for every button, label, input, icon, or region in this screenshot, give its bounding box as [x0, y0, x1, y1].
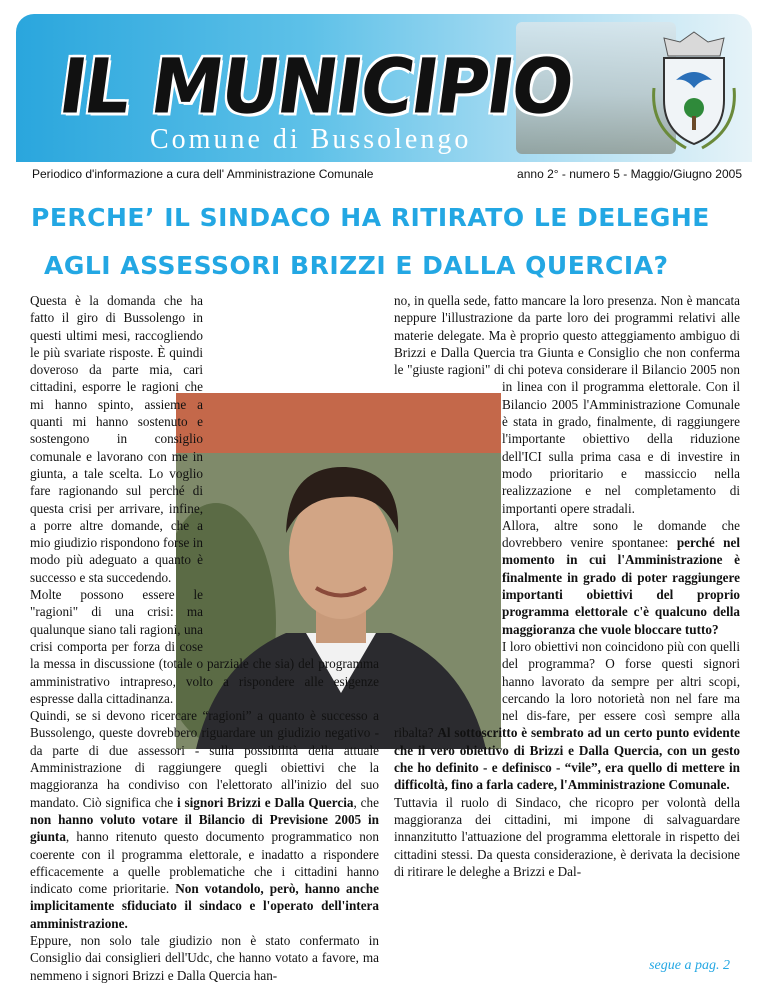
article-paragraph: Questa è la domanda che ha fatto il giro di Bussolengo in questi ultimi mesi, raccogliendo le più svariate risposte. È quindi doveroso da parte mia, cari cittadini, esporre le ragioni che mi hanno spinto, assieme a quanti mi hanno sostenuto e sostengono in consiglio comunale e lavorano con me in giunta, a tale scelta. Lo voglio fare ragionando sul perché di questa crisi per arrivare, infine, a porre altre domande, che a mio giudizio rispondono forse in modo più adeguato a quanto è successo e sta succedendo. — [30, 293, 203, 585]
article-paragraph: Quindi, se si devono ricercare “ragioni” a quanto è successo a Bussolengo, queste dovrebbero riguardare un giudizio negativo - da parte di due assessori - sulla possibilità della attuale Amministrazione di raggiungere quegli obiettivi che la maggioranza ha condiviso con l'elettorato all'inizio del suo mandato. Ciò significa che i signori Brizzi e Dalla Quercia, che non hanno voluto votare il Bilancio di Previsione 2005 in giunta, hanno ritenuto questo documento programmatico non coerente con il programma elettorale, e inadatto a rispondere efficacemente a quelle problematiche che i cittadini hanno indicato come prioritarie. Non votandolo, però, hanno anche implicitamente sfiduciato il sindaco e l'operato dell'intera amministrazione. — [30, 708, 379, 931]
masthead — [16, 14, 752, 162]
article-paragraph: Tuttavia il ruolo di Sindaco, che ricopro per volontà della maggioranza dei cittadini, mi impone di salvaguardare innanzitutto l'attuazione del programma elettorale in rispetto dei cittadini stessi. Da questa considerazione, è derivata la decisione di ritirare le deleghe a Brizzi e Dal- — [394, 794, 740, 879]
headline-line-2: AGLI ASSESSORI BRIZZI E DALLA QUERCIA? — [44, 251, 669, 280]
continue-link[interactable]: segue a pag. 2 — [649, 958, 730, 973]
coat-of-arms-icon — [646, 28, 742, 152]
masthead-subtitle: Comune di Bussolengo — [150, 124, 472, 155]
article-paragraph: no, in quella sede, fatto mancare la loro presenza. Non è mancata neppure l'illustrazione da parte loro dei programmi relativi alle materie delegate. Ma è proprio questo atteggiamento ambiguo di Brizzi e Dalla Quercia tra Giunta e Consiglio che non conferma le "giuste ragioni" di chi poteva considerare il Bilancio 2005 non in linea con il programma elettorale. Con il Bilancio 2005 l'Amministrazione Comunale è stata in grado, finalmente, di raggiungere l'importante obiettivo della riduzione dell'ICI sulla prima casa e di investire in modo prioritario e massiccio nella realizzazione e nel completamento di importanti opere stradali. — [394, 293, 740, 516]
article-paragraph: I loro obiettivi non coincidono più con quelli del programma? O forse questi signori hanno lavorato da sempre per altri scopi, cercando la loro notorietà non nel fare ma nel dis-fare, per essere così sempre alla ribalta? Al sottoscritto è sembrato ad un certo punto evidente che il vero obiettivo di Brizzi e Dalla Quercia, con un gesto che ho definito - e definisco - “vile”, era quello di mettere in difficoltà, fino a farla cadere, l'Amministrazione Comunale. — [394, 638, 740, 793]
article-column-right — [394, 292, 740, 880]
issue-info: anno 2° - numero 5 - Maggio/Giugno 2005 — [517, 167, 742, 181]
article-paragraph: Allora, altre sono le domande che dovrebbero venire spontanee: perché nel momento in cui l'Amministrazione è finalmente in grado di poter raggiungere importanti obiettivi del proprio programma elettorale c'è qualcuno della maggioranza che vuole bloccare tutto? — [502, 517, 740, 637]
article-paragraph: Eppure, non solo tale giudizio non è stato confermato in Consiglio dai consiglieri dell'Udc, che hanno votato a favore, ma nemmeno i signori Brizzi e Dalla Quercia han- — [30, 932, 379, 983]
masthead-tagline: Periodico d'informazione a cura dell' Amministrazione Comunale — [32, 167, 374, 181]
article-paragraph: Molte possono essere le "ragioni" di una crisi: ma qualunque siano tali ragioni, una crisi comporta per forza di cose la messa in discussione (totale o parziale che sia) del programma amministrativo intrapreso, volto a rispondere alle esigenze espresse dalla cittadinanza. — [30, 587, 379, 706]
article-column-left — [30, 292, 379, 984]
headline-line-1: PERCHE’ IL SINDACO HA RITIRATO LE DELEGHE — [31, 203, 710, 232]
masthead-title: IL MUNICIPIO — [54, 41, 578, 131]
